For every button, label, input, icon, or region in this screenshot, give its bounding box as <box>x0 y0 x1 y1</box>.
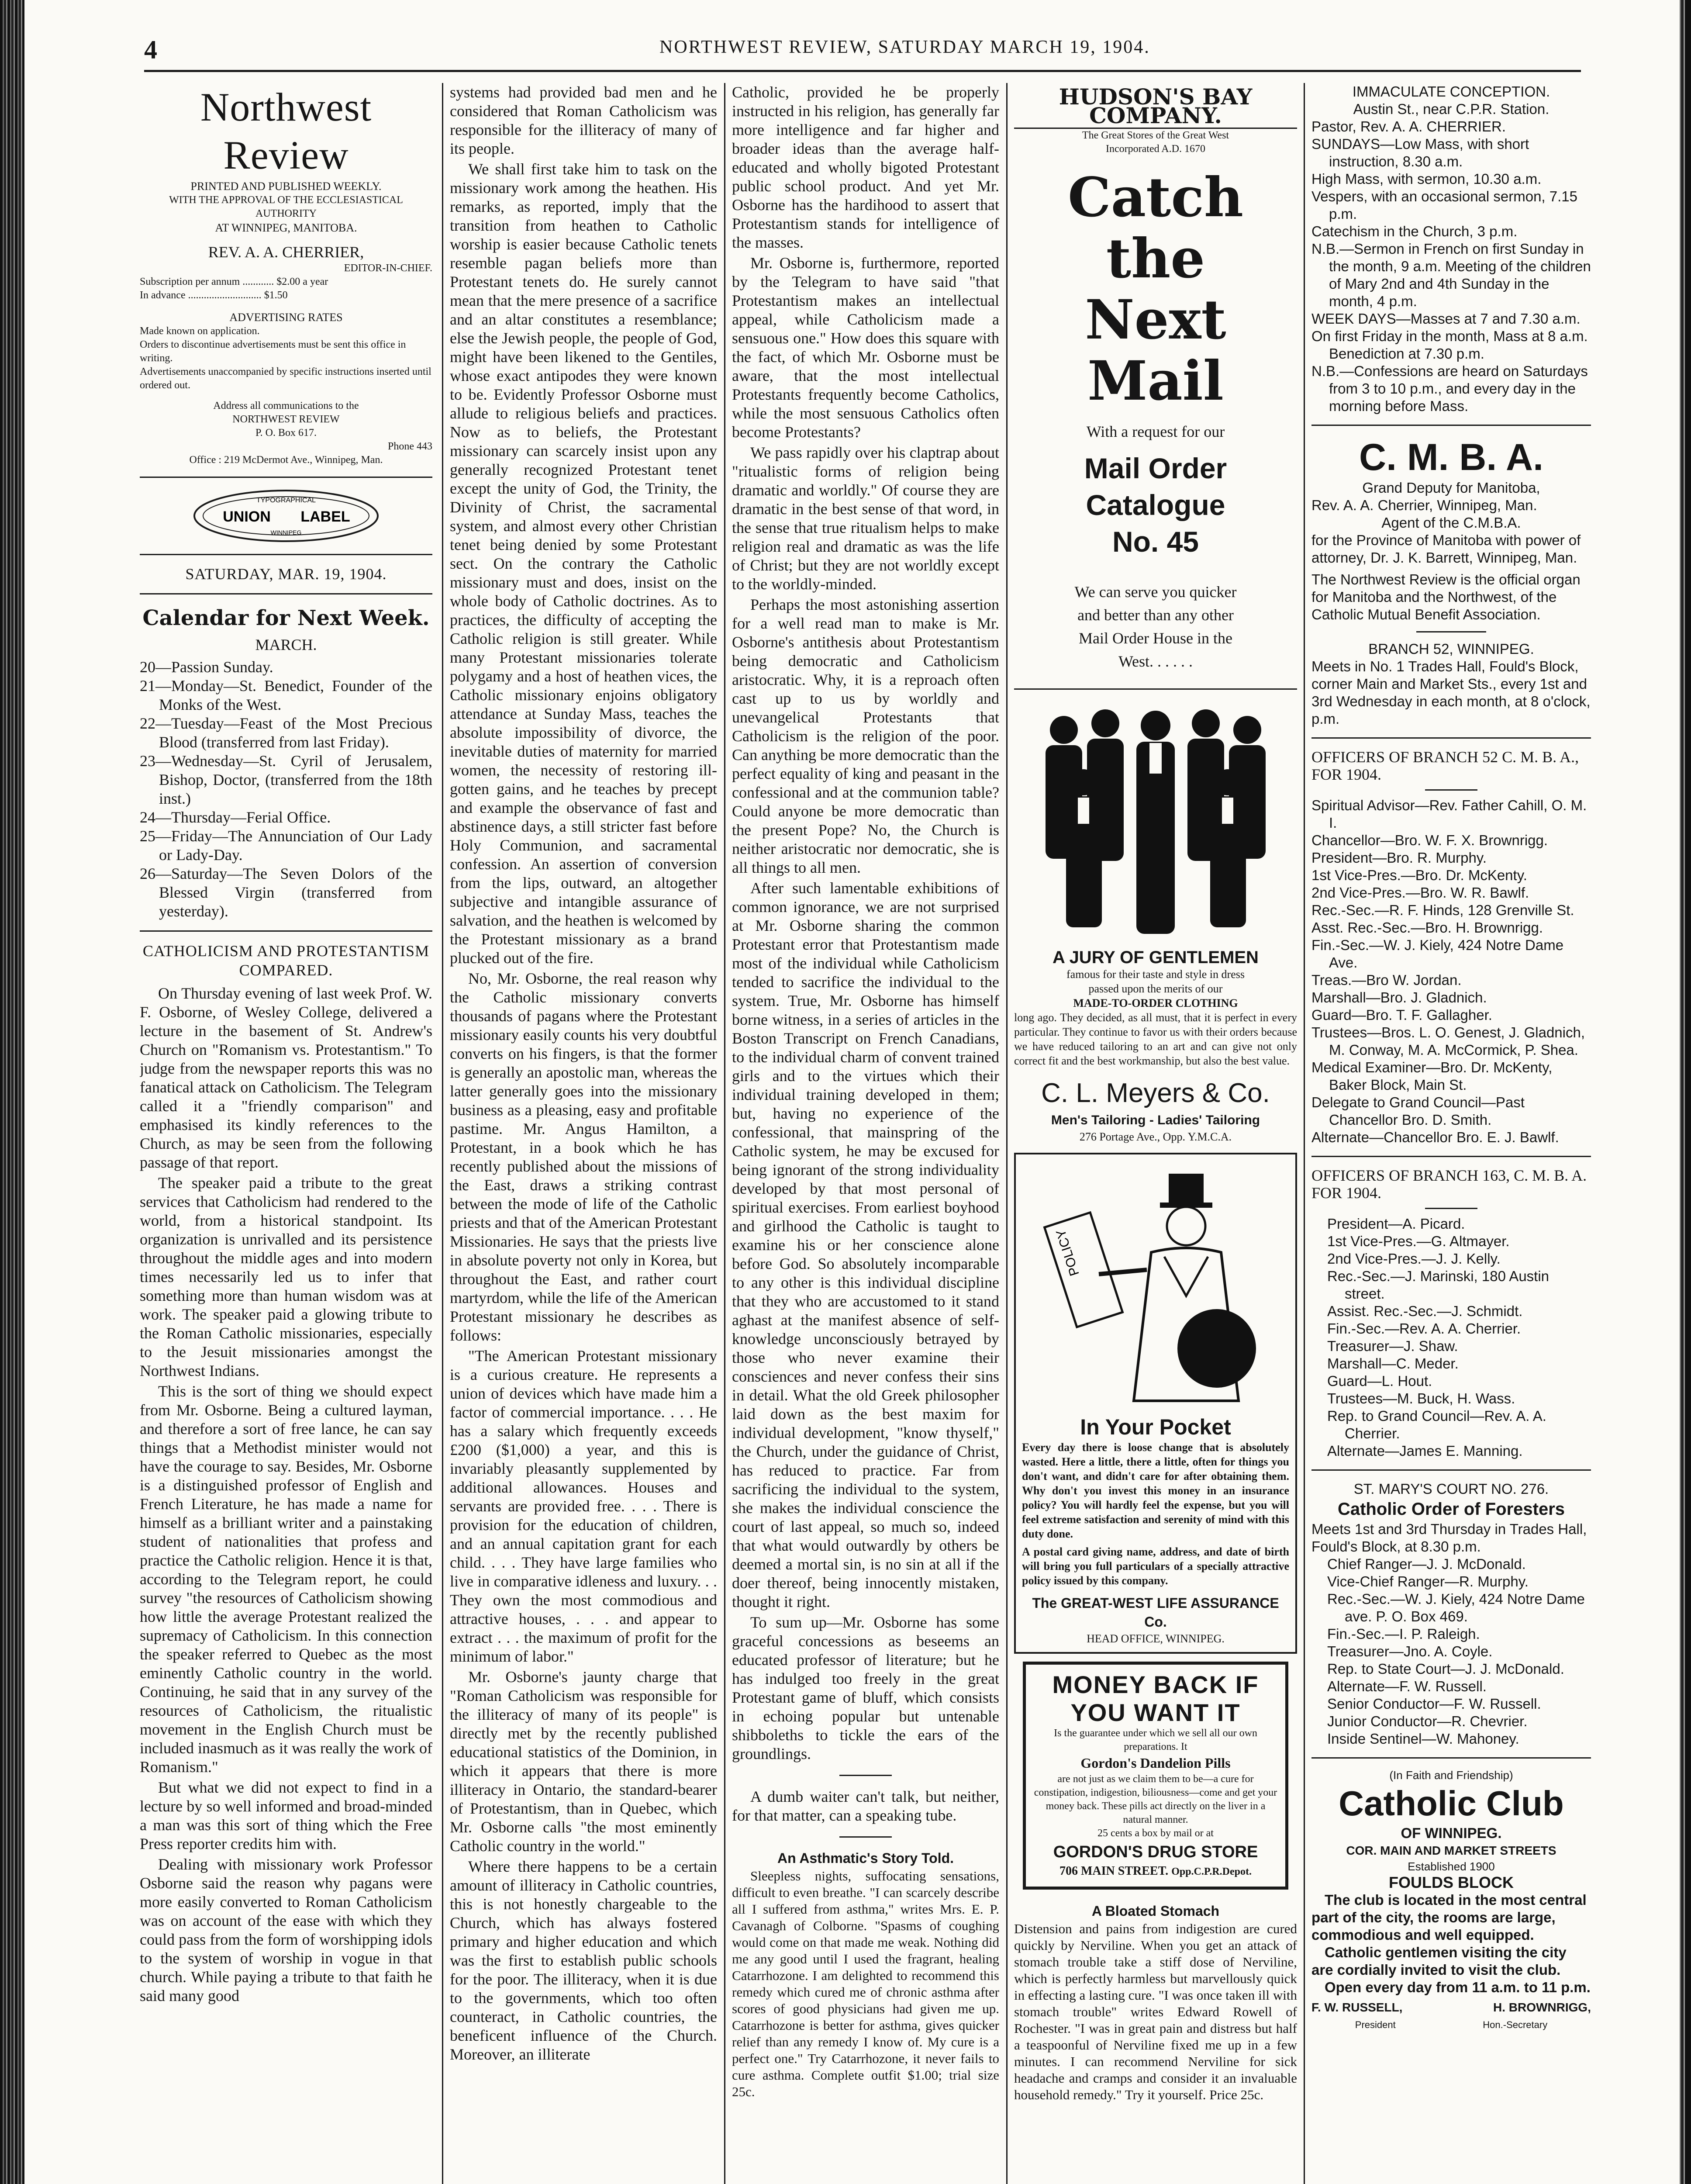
jury-of-gentlemen-illustration <box>1033 699 1278 944</box>
article-paragraph: We shall first take him to task on the missionary work among the heathen. His remarks, as reported, imply that the transition from heathen to Catholic worship is easier because Catholic tenets resemble pagan beliefs more than Protestant tenets do. He surely cannot mean that the mere presence of a sacrifice and an altar constitutes a resemblance; else the Jewish people, the people of God, might have been likened to the Gentiles, whose exact antipodes they were known to be. Evidently Professor Osborne must allude to religious beliefs and practices. Now as to beliefs, the Protestant missionary can scarcely insist upon any generally recognized Protestant tenet except the unity of God, the Trinity, the Divinity of Christ, the sacramental system, and almost every other Christian tenet being denied by some Protestant sect. On the contrary the Catholic missionary must and does, insist on the whole body of Catholic doctrines. As to practices, the difficulty of accepting the Catholic religion is still greater. While many Protestant missionaries tolerate polygamy and a host of heathen vices, the Catholic missionary enjoins obligatory attendance at Sunday Mass, teaches the absolute impossibility of divorce, the inevitable duties of maternity for married women, the necessity of restoring ill-gotten gains, and he teaches by precept and example the observance of fast and abstinence days, a still stricter fast before Holy Communion, and sacramental confession. An assertion of conversion from the lips, outward, an altogether subjective and intangible assurance of salvation, and the heathen is welcomed by the Protestant missionary as a brand plucked out of the fire. <box>450 160 717 967</box>
divider <box>1311 737 1591 739</box>
article-paragraph: To sum up—Mr. Osborne has some graceful concessions as beseems an educated professor of literature; but he has indulged too freely in the great Protestant game of bluff, which consists in echoing popular but untenable shibboleths to tickle the ears of the groundlings. <box>732 1614 999 1762</box>
pocket-body: Every day there is loose change that is absolutely wasted. Here a little, there a little, often for things you don't want, and didn't care for after obtaining them. Why don't you invest this money in an insurance policy? You will hardly feel the expense, but you will feel extreme satisfaction and serenity of mind with this duty done. <box>1022 1441 1289 1540</box>
column-rule <box>1006 83 1008 2184</box>
cmba-line: Agent of the C.M.B.A. <box>1381 515 1521 531</box>
editor-name: REV. A. A. CHERRIER, <box>208 243 364 261</box>
officer-line: Guard—L. Hout. <box>1327 1373 1432 1389</box>
divider <box>1014 688 1297 690</box>
advertising-heading: ADVERTISING RATES <box>229 311 343 324</box>
hbc-text: With a request for our <box>1086 423 1225 440</box>
club-secretary-title: Hon.-Secretary <box>1483 2019 1548 2030</box>
gordon-product: Gordon's Dandelion Pills <box>1080 1755 1231 1771</box>
cmba-title: C. M. B. A. <box>1359 436 1544 478</box>
hbc-logo: HUDSON'S BAY COMPANY. <box>1014 87 1297 129</box>
gordon-price: 25 cents a box by mail or at <box>1097 1828 1214 1839</box>
page-number: 4 <box>144 35 157 64</box>
church-schedule-line: Vespers, with an occasional sermon, 7.15 p.m. <box>1311 188 1578 222</box>
phone-line: Phone 443 <box>388 441 432 452</box>
officer-line: Fin.-Sec.—I. P. Raleigh. <box>1327 1626 1480 1642</box>
gordon-headline: MONEY BACK IF <box>1052 1671 1259 1698</box>
running-header <box>144 35 1581 69</box>
club-paragraph: Open every day from 11 a.m. to 11 p.m. <box>1325 1979 1591 1995</box>
officer-line: Assist. Rec.-Sec.—J. Schmidt. <box>1327 1303 1523 1319</box>
club-established: Established 1900 <box>1408 1860 1495 1873</box>
gordon-text: Is the guarantee under which we sell all our own preparations. It <box>1054 1728 1257 1752</box>
divider <box>1425 1208 1477 1209</box>
cmba-line: Rev. A. A. Cherrier, Winnipeg, Man. <box>1311 497 1537 513</box>
officer-line: Rep. to Grand Council—Rev. A. A. Cherrier. <box>1327 1408 1546 1441</box>
article-paragraph: Where there happens to be a certain amount of illiteracy in Catholic countries, this is not honestly chargeable to the Church, which has always fostered primary and higher education and which was the first to establish public schools for the poor. The illiteracy, when it is due to the governments, which too often counteract, in Catholic countries, the beneficent influence of the Church. Moreover, an illiterate <box>450 1858 717 2063</box>
advertising-note: Orders to discontinue advertisements must be sent this office in writing. <box>140 339 406 364</box>
church-schedule-line: High Mass, with sermon, 10.30 a.m. <box>1311 171 1542 187</box>
article-paragraph: Mr. Osborne's jaunty charge that "Roman Catholicism was responsible for the illiteracy of many of its people" is directly met by the recently published educational statistics of the Dominion, in which it appears that there is more illiteracy in Ontario, the standard-bearer of Protestantism, than in Quebec, which Mr. Osborne calls "the most eminently Catholic country in the world." <box>450 1668 717 1855</box>
article-paragraph: This is the sort of thing we should expect from Mr. Osborne. Being a cultured layman, and therefore a sort of free lance, he can say things that a Methodist minister would not have the courage to say. Besides, Mr. Osborne is a distinguished professor of English and French Literature, he has made a name for himself as a brilliant writer and a painstaking student of nationalities that profess and practice the Catholic religion. Hence it is that, according to the Telegram report, he could survey "the resources of Catholicism showing how little the average Protestant realized the supremacy of Catholicism. In this connection the speaker referred to Quebec as the most eminently Catholic country in the world. Continuing, he said that in any survey of the resources of Catholicism, the ritualistic movement in the English Church must be included inasmuch as it was really the work of Romanism." <box>140 1382 432 1776</box>
branch52-officers-title: OFFICERS OF BRANCH 52 C. M. B. A., FOR 1904. <box>1311 748 1579 783</box>
officer-line: Treasurer—J. Shaw. <box>1327 1338 1458 1354</box>
hbc-catalogue: Mail Order Catalogue <box>1084 452 1227 521</box>
asthma-text: Sleepless nights, suffocating sensations, difficult to even breathe. "I can scarcely describe all I suffered from asthma," writes Mrs. E. P. Cavanagh of Colborne. "Spasms of coughing would come on that made me weak. Nothing did me any good until I used the fragrant, healing Catarrhozone. I am delighted to recommend this remedy which cured me of chronic asthma after scores of good physicians had given me up. Catarrhozone is better for asthma, gives quicker relief than any remedy I know of. My cure is a perfect one." Try Catarrhozone, it never fails to cure asthma. Complete outfit $1.00; trial size 25c. <box>732 1868 999 2099</box>
header-rule <box>144 70 1581 72</box>
gordon-headline: YOU WANT IT <box>1070 1699 1241 1726</box>
hbc-headline: Next Mail <box>1085 288 1226 413</box>
hbc-advertisement <box>1014 84 1297 671</box>
column-rule <box>724 83 725 2184</box>
club-president: F. W. RUSSELL, <box>1311 2001 1403 2014</box>
calendar-title: Calendar for Next Week. <box>142 606 430 630</box>
branch52-officers <box>1311 797 1591 1146</box>
article-paragraph: Perhaps the most astonishing assertion for a well read man to make is Mr. Osborne's antithesis about Protestantism being democratic and Catholicism aristocratic. Why, it is a reproach often cast up to us by worldly and unevangelical Protestants that Catholicism is the religion of the poor. Can anything be more democratic than the perfect equality of king and peasant in the confessional and at the communion table? Could anyone be more democratic than the present Pope? No, the Church is neither aristocratic nor democratic, she is all things to all men. <box>732 596 999 876</box>
divider <box>1311 1757 1591 1759</box>
club-secretary: H. BROWNRIGG, <box>1493 2001 1591 2014</box>
hbc-text: and better than any other <box>1077 606 1234 624</box>
officer-line: Senior Conductor—F. W. Russell. <box>1327 1696 1541 1712</box>
cmba-line: Grand Deputy for Manitoba, <box>1362 480 1540 496</box>
branch163-officers <box>1311 1215 1591 1460</box>
church-schedule-line: N.B.—Sermon in French on first Sunday in the month, 9 a.m. Meeting of the children of Mary 2nd and 4th Sunday in the month, 4 p.m. <box>1311 241 1591 309</box>
club-of: OF WINNIPEG. <box>1401 1825 1502 1841</box>
article-paragraph: On Thursday evening of last week Prof. W. F. Osborne, of Wesley College, delivered a lecture in the basement of St. Andrew's Church on "Romanism vs. Protestantism." To judge from the newspaper reports this was no fanatical attack on Catholicism. The Telegram called it a "friendly comparison" and emphasised its kindly references to the Church, as may be seen from the following passage of that report. <box>140 985 432 1171</box>
asthma-title: An Asthmatic's Story Told. <box>777 1850 954 1866</box>
stomach-title: A Bloated Stomach <box>1091 1903 1220 1919</box>
article-paragraph: systems had provided bad men and he considered that Roman Catholicism was responsible for the illiteracy of many of its people. <box>450 83 717 157</box>
church-title: IMMACULATE CONCEPTION. <box>1352 83 1550 100</box>
calendar-entry: 21—Monday—St. Benedict, Founder of the Monks of the West. <box>140 677 432 713</box>
advertising-note: Made known on application. <box>140 325 260 337</box>
article-paragraph: We pass rapidly over his claptrap about "ritualistic forms of religion being dramatic and worldly." Of course they are dramatic in the best sense of that word, in the sense that true ritualism helps to make religion real and dramatic as was the life of Christ; but they are not worldly except to the worldly-minded. <box>732 444 999 593</box>
address-line: P. O. Box 617. <box>255 427 317 439</box>
officer-line: Junior Conductor—R. Chevrier. <box>1327 1713 1528 1729</box>
union-label-bottom: WINNIPEG <box>270 529 302 536</box>
editor-title: EDITOR-IN-CHIEF. <box>344 263 432 274</box>
union-label-top: TYPOGRAPHICAL <box>256 497 316 504</box>
club-motto: (In Faith and Friendship) <box>1389 1769 1513 1782</box>
officer-line: Guard—Bro. T. F. Gallagher. <box>1311 1007 1492 1023</box>
officer-line: Inside Sentinel—W. Mahoney. <box>1327 1731 1519 1747</box>
hbc-text: We can serve you quicker <box>1074 583 1237 601</box>
officer-line: Fin.-Sec.—Rev. A. A. Cherrier. <box>1327 1320 1521 1337</box>
union-label-left: UNION <box>223 508 271 525</box>
cmba-line: for the Province of Manitoba with power of attorney, Dr. J. K. Barrett, Winnipeg, Man. <box>1311 532 1581 566</box>
scan-edge-right <box>1680 0 1691 2184</box>
officer-line: Delegate to Grand Council—Past Chancellor Bro. D. Smith. <box>1311 1094 1525 1128</box>
officer-line: Trustees—M. Buck, H. Wass. <box>1327 1390 1515 1406</box>
branch52-text: Meets in No. 1 Trades Hall, Fould's Block, corner Main and Market Sts., every 1st and 3rd Wednesday in each month, at 8 o'clock, p.m. <box>1311 658 1591 727</box>
column-rule <box>1304 83 1305 2184</box>
gordon-store: GORDON'S DRUG STORE <box>1053 1843 1258 1861</box>
policy-scroll-label: POLICY <box>1053 1227 1082 1278</box>
meyers-sub: famous for their taste and style in dress <box>1066 968 1245 981</box>
gordon-text: are not just as we claim them to be—a cure for constipation, indigestion, biliousness—come and get your money back. These pills act directly on the liver in a natural manner. <box>1034 1773 1277 1825</box>
address-line: NORTHWEST REVIEW <box>232 414 340 425</box>
issue-date: SATURDAY, MAR. 19, 1904. <box>185 565 387 583</box>
calendar-entry: 26—Saturday—The Seven Dolors of the Blessed Virgin (transferred from yesterday). <box>140 865 432 920</box>
foresters-meets: Meets 1st and 3rd Thursday in Trades Hall, Fould's Block, at 8.30 p.m. <box>1311 1521 1587 1555</box>
great-west-life-advertisement <box>1014 1153 1297 1654</box>
address-line: Address all communications to the <box>213 400 359 411</box>
hbc-headline: Catch the <box>1068 166 1243 290</box>
divider <box>839 1836 892 1838</box>
meyers-made-to-order: MADE-TO-ORDER CLOTHING <box>1073 997 1238 1009</box>
column-2 <box>450 83 717 2184</box>
hbc-logo-sub: The Great Stores of the Great West <box>1082 130 1229 141</box>
officer-line: Trustees—Bros. L. O. Genest, J. Gladnich, M. Conway, M. A. McCormick, P. Shea. <box>1311 1024 1585 1058</box>
gordon-address: 706 MAIN STREET. <box>1059 1864 1169 1878</box>
article-paragraph: Mr. Osborne is, furthermore, reported by the Telegram to have said "that Protestantism makes an intellectual appeal, while Catholicism made a sensuous one." How does this square with the fact, of which Mr. Osborne must be aware, that the most intellectual Protestants frequently become Catholics, while the most sensuous Catholics often become Protestants? <box>732 254 999 441</box>
officer-line: Alternate—F. W. Russell. <box>1327 1678 1487 1694</box>
advertising-note: Advertisements unaccompanied by specific instructions inserted until ordered out. <box>140 366 431 391</box>
divider <box>1311 1469 1591 1471</box>
article-paragraph: The speaker paid a tribute to the great services that Catholicism had rendered to the world, from a historical standpoint. Its organization is unrivalled and its persistence throughout the middle ages and into modern times necessarily led us to infer that something more than human wisdom was at work. The speaker paid a glowing tribute to the Roman Catholic missionaries, especially to the Jesuit missionaries amongst the Northwest Indians. <box>140 1174 432 1379</box>
church-schedule-line: SUNDAYS—Low Mass, with short instruction, 8.30 a.m. <box>1311 136 1529 169</box>
column-3 <box>732 83 999 2184</box>
hbc-catalogue-number: No. 45 <box>1112 525 1199 558</box>
officer-line: Chancellor—Bro. W. F. X. Brownrigg. <box>1311 832 1548 848</box>
article-title: CATHOLICISM AND PROTESTANTISM COMPARED. <box>142 942 430 979</box>
masthead-line: AT WINNIPEG, MANITOBA. <box>215 221 357 234</box>
officer-line: President—A. Picard. <box>1327 1216 1465 1232</box>
masthead-line: PRINTED AND PUBLISHED WEEKLY. <box>190 180 382 193</box>
club-block: FOULDS BLOCK <box>1389 1873 1514 1891</box>
column-4-ads <box>1014 83 1297 2184</box>
foresters-officers <box>1311 1555 1591 1748</box>
church-schedule-line: On first Friday in the month, Mass at 8 a.m. Benediction at 7.30 p.m. <box>1311 328 1588 362</box>
officer-line: Rep. to State Court—J. J. McDonald. <box>1327 1661 1564 1677</box>
union-label-emblem <box>190 487 382 544</box>
officer-line: Spiritual Advisor—Rev. Father Cahill, O. M. I. <box>1311 797 1587 831</box>
pocket-office: HEAD OFFICE, WINNIPEG. <box>1087 1632 1225 1645</box>
hbc-text: Mail Order House in the <box>1079 629 1232 647</box>
church-pastor: Pastor, Rev. A. A. CHERRIER. <box>1311 118 1506 135</box>
pocket-title: In Your Pocket <box>1080 1415 1231 1439</box>
meyers-address: 276 Portage Ave., Opp. Y.M.C.A. <box>1079 1130 1232 1143</box>
divider <box>140 554 432 555</box>
officer-line: Vice-Chief Ranger—R. Murphy. <box>1327 1573 1529 1590</box>
officer-line: Rec.-Sec.—J. Marinski, 180 Austin street. <box>1327 1268 1550 1302</box>
calendar-entry: 22—Tuesday—Feast of the Most Precious Blood (transferred from last Friday). <box>140 715 432 751</box>
branch163-officers-title: OFFICERS OF BRANCH 163, C. M. B. A. FOR 1904. <box>1311 1167 1587 1202</box>
divider <box>1311 425 1591 426</box>
office-line: Office : 219 McDermot Ave., Winnipeg, Man. <box>189 454 383 466</box>
officer-line: Alternate—James E. Manning. <box>1327 1443 1523 1459</box>
masthead-line: WITH THE APPROVAL OF THE ECCLESIASTICAL AUTHORITY <box>169 194 403 219</box>
article-paragraph: But what we did not expect to find in a lecture by so well informed and broad-minded a man was this sort of thing which the Free Press reporter credits him with. <box>140 1779 432 1852</box>
pocket-body: A postal card giving name, address, and date of birth will bring you full particulars of a specially attractive policy issued by this company. <box>1022 1545 1289 1587</box>
calendar-month: MARCH. <box>255 636 317 653</box>
church-schedule-line: Catechism in the Church, 3 p.m. <box>1311 223 1518 239</box>
officer-line: Alternate—Chancellor Bro. E. J. Bawlf. <box>1311 1129 1559 1145</box>
article-paragraph: Dealing with missionary work Professor Osborne said the reason why pagans were more easily converted to Roman Catholicism was on account of the ease with which they could pass from the form of worshipping idols to the system of worship in vogue in that church. While paying a tribute to that faith he said many good <box>140 1856 432 2004</box>
officer-line: Marshall—C. Meder. <box>1327 1355 1459 1372</box>
gordon-opp: Opp.C.P.R.Depot. <box>1171 1866 1252 1877</box>
article-paragraph: After such lamentable exhibitions of common ignorance, we are not surprised at Mr. Osborne sharing the common Protestant error that Protestantism made most of the individual while Catholicism tended to sacrifice the individual to the system. True, Mr. Osborne has himself borne witness, in a series of articles in the Boston Transcript on French Canadians, to the individual charm of convent trained girls and to the virtues which their individual training developed in them; but, having no experience of the confessional, that mainspring of the Catholic system, he may be excused for being ignorant of the strong individuality developed by that most personal of spiritual exercises. From earliest boyhood and girlhood the Catholic is taught to examine his or her conscience alone before God. So absolutely incomparable to any other is this individual discipline that they who are accustomed to it stand aghast at the manifest absence of self-knowledge unconsciously betrayed by those who never examine their consciences and never confess their sins in detail. What the old Greek philosopher laid down as the best maxim for individual development, "know thyself," the Church, under the guidance of Christ, has reduced to practice. Far from sacrificing the individual to the system, she makes the individual conscience the court of last appeal, so much so, indeed that what would outwardly by others be deemed a mortal sin, is no sin at all if the doer thereof, being innocently mistaken, thought it right. <box>732 879 999 1610</box>
foresters-title: Catholic Order of Foresters <box>1337 1500 1565 1519</box>
divider <box>140 930 432 932</box>
officer-line: President—Bro. R. Murphy. <box>1311 850 1487 866</box>
scan-edge-left <box>0 0 24 2184</box>
officer-line: Chief Ranger—J. J. McDonald. <box>1327 1556 1526 1572</box>
meyers-jury-heading: A JURY OF GENTLEMEN <box>1053 948 1259 967</box>
hbc-text: West. . . . . . <box>1118 653 1193 670</box>
stomach-text: Distension and pains from indigestion are cured quickly by Nerviline. When you get an attack of stomach trouble take a stiff dose of Nerviline, which is perfectly harmless but marvellously quick in effecting a lasting cure. "I was once taken ill with stomach trouble" writes Edward Rowell of Rochester. "I was in great pain and distress but half a teaspoonful of Nerviline fixed me up in a few minutes. I can recommend Nerviline for sick headache and cramps and consider it an invaluable household remedy." Try it yourself. Price 25c. <box>1014 1921 1297 2102</box>
club-president-title: President <box>1355 2019 1396 2030</box>
church-schedule <box>1311 135 1591 415</box>
meyers-sub: passed upon the merits of our <box>1088 982 1223 995</box>
calendar-entry: 25—Friday—The Annunciation of Our Lady or Lady-Day. <box>140 827 432 864</box>
hbc-logo-sub: Incorporated A.D. 1670 <box>1106 143 1205 155</box>
officer-line: Rec.-Sec.—W. J. Kiely, 424 Notre Dame ave. P. O. Box 469. <box>1327 1591 1585 1624</box>
officer-line: Medical Examiner—Bro. Dr. McKenty, Baker Block, Main St. <box>1311 1059 1553 1093</box>
filler-paragraph: A dumb waiter can't talk, but neither, for that matter, can a speaking tube. <box>732 1788 999 1824</box>
gordon-drug-advertisement <box>1023 1662 1288 1890</box>
club-title: Catholic Club <box>1339 1784 1564 1823</box>
article-paragraph: No, Mr. Osborne, the real reason why the Catholic missionary converts thousands of pagans where the Protestant missionary easily counts his very doubtful converts on his fingers, is that the former is generally an apostolic man, whereas the latter generally goes into the missionary business as a pleasing, easy and profitable pastime. Mr. Angus Hamilton, a Protestant, in a book which he has recently published about the missions of the East, draws a striking contrast between the mode of life of the Catholic priests and that of the American Protestant Missionaries. He says that the priests live in absolute poverty not only in Korea, but throughout the East, and rather court martyrdom, while the life of the American Protestant missionary he describes as follows: <box>450 970 717 1344</box>
officer-line: Treasurer—Jno. A. Coyle. <box>1327 1643 1493 1659</box>
divider <box>1425 789 1477 791</box>
church-schedule-line: N.B.—Confessions are heard on Saturdays from 3 to 10 p.m., and every day in the morning before Mass. <box>1311 363 1588 414</box>
policy-man-illustration <box>1033 1165 1278 1410</box>
officer-line: 1st Vice-Pres.—Bro. Dr. McKenty. <box>1311 867 1527 883</box>
meyers-tagline: Men's Tailoring - Ladies' Tailoring <box>1051 1113 1260 1127</box>
article-paragraph: Catholic, provided he be properly instructed in his religion, has generally far more intelligence and far higher and broader ideas than the average half-educated and wholly bigoted Protestant public school product. And yet Mr. Osborne has the hardihood to assert that Protestantism stands for intelligence of the masses. <box>732 83 999 251</box>
meyers-name: C. L. Meyers & Co. <box>1041 1078 1270 1108</box>
officer-line: Rec.-Sec.—R. F. Hinds, 128 Grenville St. <box>1311 902 1574 918</box>
officer-line: Marshall—Bro. J. Gladnich. <box>1311 989 1487 1006</box>
subscription-rate: Subscription per annum ............ $2.00 a year <box>140 276 328 287</box>
calendar-list <box>140 658 432 921</box>
column-rule <box>442 83 443 2184</box>
calendar-entry: 20—Passion Sunday. <box>140 658 273 676</box>
pocket-company: The GREAT-WEST LIFE ASSURANCE Co. <box>1032 1595 1279 1630</box>
divider <box>1416 631 1486 632</box>
meyers-body: long ago. They decided, as all must, that it is perfect in every particular. They continue to favor us with their orders because we have reduced tailoring to an art and can give not only correct fit and the best workmanship, but also the best value. <box>1014 1011 1297 1067</box>
officer-line: Fin.-Sec.—W. J. Kiely, 424 Notre Dame Ave. <box>1311 937 1564 971</box>
divider <box>1311 1156 1591 1157</box>
officer-line: 2nd Vice-Pres.—Bro. W. R. Bawlf. <box>1311 885 1529 901</box>
cmba-organ-note: The Northwest Review is the official organ for Manitoba and the Northwest, of the Catholic Mutual Benefit Association. <box>1311 571 1581 622</box>
column-1 <box>140 83 432 2184</box>
church-address: Austin St., near C.P.R. Station. <box>1353 101 1550 117</box>
union-label-right: LABEL <box>300 508 350 525</box>
running-title: NORTHWEST REVIEW, SATURDAY MARCH 19, 1904. <box>659 37 1150 57</box>
subscription-rate: In advance ............................ $1.50 <box>140 290 288 301</box>
foresters-court: ST. MARY'S COURT NO. 276. <box>1353 1481 1549 1497</box>
club-paragraph: Catholic gentlemen visiting the city are cordially invited to visit the club. <box>1311 1944 1567 1978</box>
calendar-entry: 23—Wednesday—St. Cyril of Jerusalem, Bishop, Doctor, (transferred from the 18th inst.) <box>140 752 432 807</box>
officer-line: 1st Vice-Pres.—G. Altmayer. <box>1327 1233 1510 1249</box>
column-5 <box>1311 83 1591 2184</box>
club-paragraph: The club is located in the most central part of the city, the rooms are large, commodious and well equipped. <box>1311 1892 1587 1943</box>
officer-line: 2nd Vice-Pres.—J. J. Kelly. <box>1327 1251 1501 1267</box>
branch52-title: BRANCH 52, WINNIPEG. <box>1368 641 1534 657</box>
masthead-title: Northwest Review <box>200 85 372 177</box>
church-schedule-line: WEEK DAYS—Masses at 7 and 7.30 a.m. <box>1311 311 1581 327</box>
calendar-entry: 24—Thursday—Ferial Office. <box>140 809 331 826</box>
officer-line: Asst. Rec.-Sec.—Bro. H. Brownrigg. <box>1311 919 1543 936</box>
article-quote: "The American Protestant missionary is a curious creature. He represents a union of devices which have made him a factor of commercial importance. . . . He has a salary which frequently exceeds £200 ($1,000) a year, and this is invariably pleasantly supplemented by additional allowances. Houses and servants are provided free. . . . There is provision for the education of children, and an annual capitation grant for each child. . . . They have large families who live in comparative idleness and luxury. . . They own the most commodious and attractive houses, . . . and appear to extract . . . the maximum of profit for the minimum of labor." <box>450 1347 717 1665</box>
divider <box>140 593 432 594</box>
officer-line: Treas.—Bro W. Jordan. <box>1311 972 1462 988</box>
club-corner: COR. MAIN AND MARKET STREETS <box>1346 1844 1556 1857</box>
divider <box>839 1775 892 1776</box>
divider <box>140 477 432 478</box>
